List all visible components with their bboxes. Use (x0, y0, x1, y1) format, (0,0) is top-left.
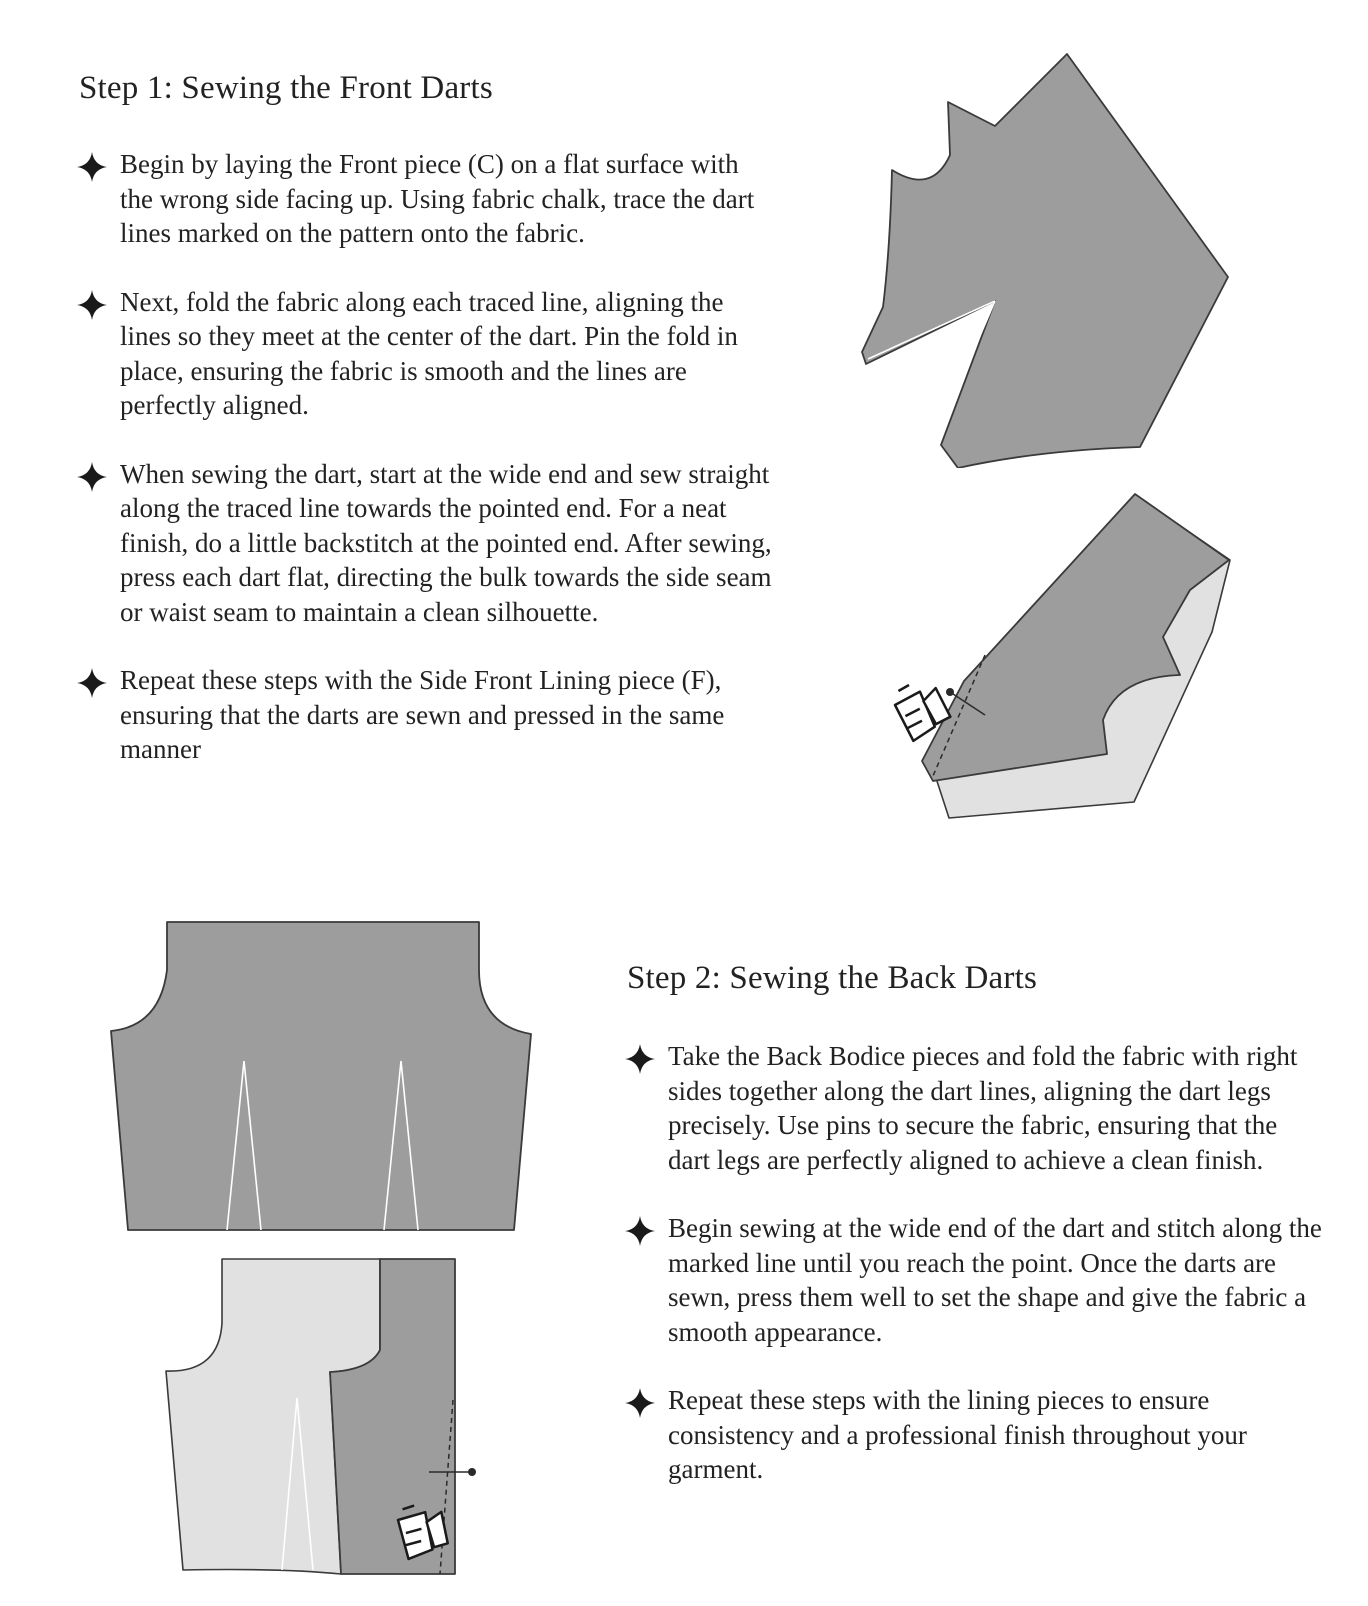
list-item (77, 285, 777, 423)
step1-bullet-list (77, 147, 777, 801)
bullet-text: Next, fold the fabric along each traced line, aligning the lines so they meet at the center of the dart. Pin the fold in place, ensuring the fabric is smooth and the lines are perfectly aligned. (120, 286, 738, 420)
back-bodice-illustration (105, 915, 535, 1240)
list-item (77, 457, 777, 630)
four-point-star-icon (77, 290, 107, 320)
back-dart-sewing-illustration (160, 1255, 480, 1580)
front-dart-sewing-illustration (862, 484, 1232, 824)
step1-title: Step 1: Sewing the Front Darts (79, 70, 493, 106)
list-item (625, 1039, 1325, 1177)
list-item (625, 1211, 1325, 1349)
bullet-text: Repeat these steps with the Side Front Lining piece (F), ensuring that the darts are sewn and pressed in the same manner (120, 665, 725, 764)
list-item (77, 663, 777, 767)
bullet-text: Begin sewing at the wide end of the dart and stitch along the marked line until you reach the point. Once the darts are sewn, press them well to set the shape and give the fabric a smooth appearance. (668, 1213, 1322, 1347)
step2-bullet-list (625, 1039, 1325, 1521)
bullet-text: Repeat these steps with the lining pieces to ensure consistency and a professional finish throughout your garment. (668, 1385, 1247, 1484)
list-item (77, 147, 777, 251)
list-item (625, 1383, 1325, 1487)
four-point-star-icon (625, 1044, 655, 1074)
bullet-text: When sewing the dart, start at the wide end and sew straight along the traced line towards the pointed end. For a neat finish, do a little backstitch at the pointed end. After sewing, press each dart flat, directing the bulk towards the side seam or waist seam to maintain a clean silhouette. (120, 458, 772, 627)
four-point-star-icon (77, 152, 107, 182)
four-point-star-icon (625, 1388, 655, 1418)
four-point-star-icon (77, 668, 107, 698)
front-piece-illustration (850, 48, 1230, 468)
step2-title: Step 2: Sewing the Back Darts (627, 960, 1037, 996)
four-point-star-icon (625, 1216, 655, 1246)
bullet-text: Take the Back Bodice pieces and fold the fabric with right sides together along the dart lines, aligning the dart legs precisely. Use pins to secure the fabric, ensuring that the dart legs are perfectly aligned to achieve a clean finish. (668, 1041, 1298, 1175)
bullet-text: Begin by laying the Front piece (C) on a flat surface with the wrong side facing up. Using fabric chalk, trace the dart lines marked on the pattern onto the fabric. (120, 149, 755, 248)
four-point-star-icon (77, 462, 107, 492)
